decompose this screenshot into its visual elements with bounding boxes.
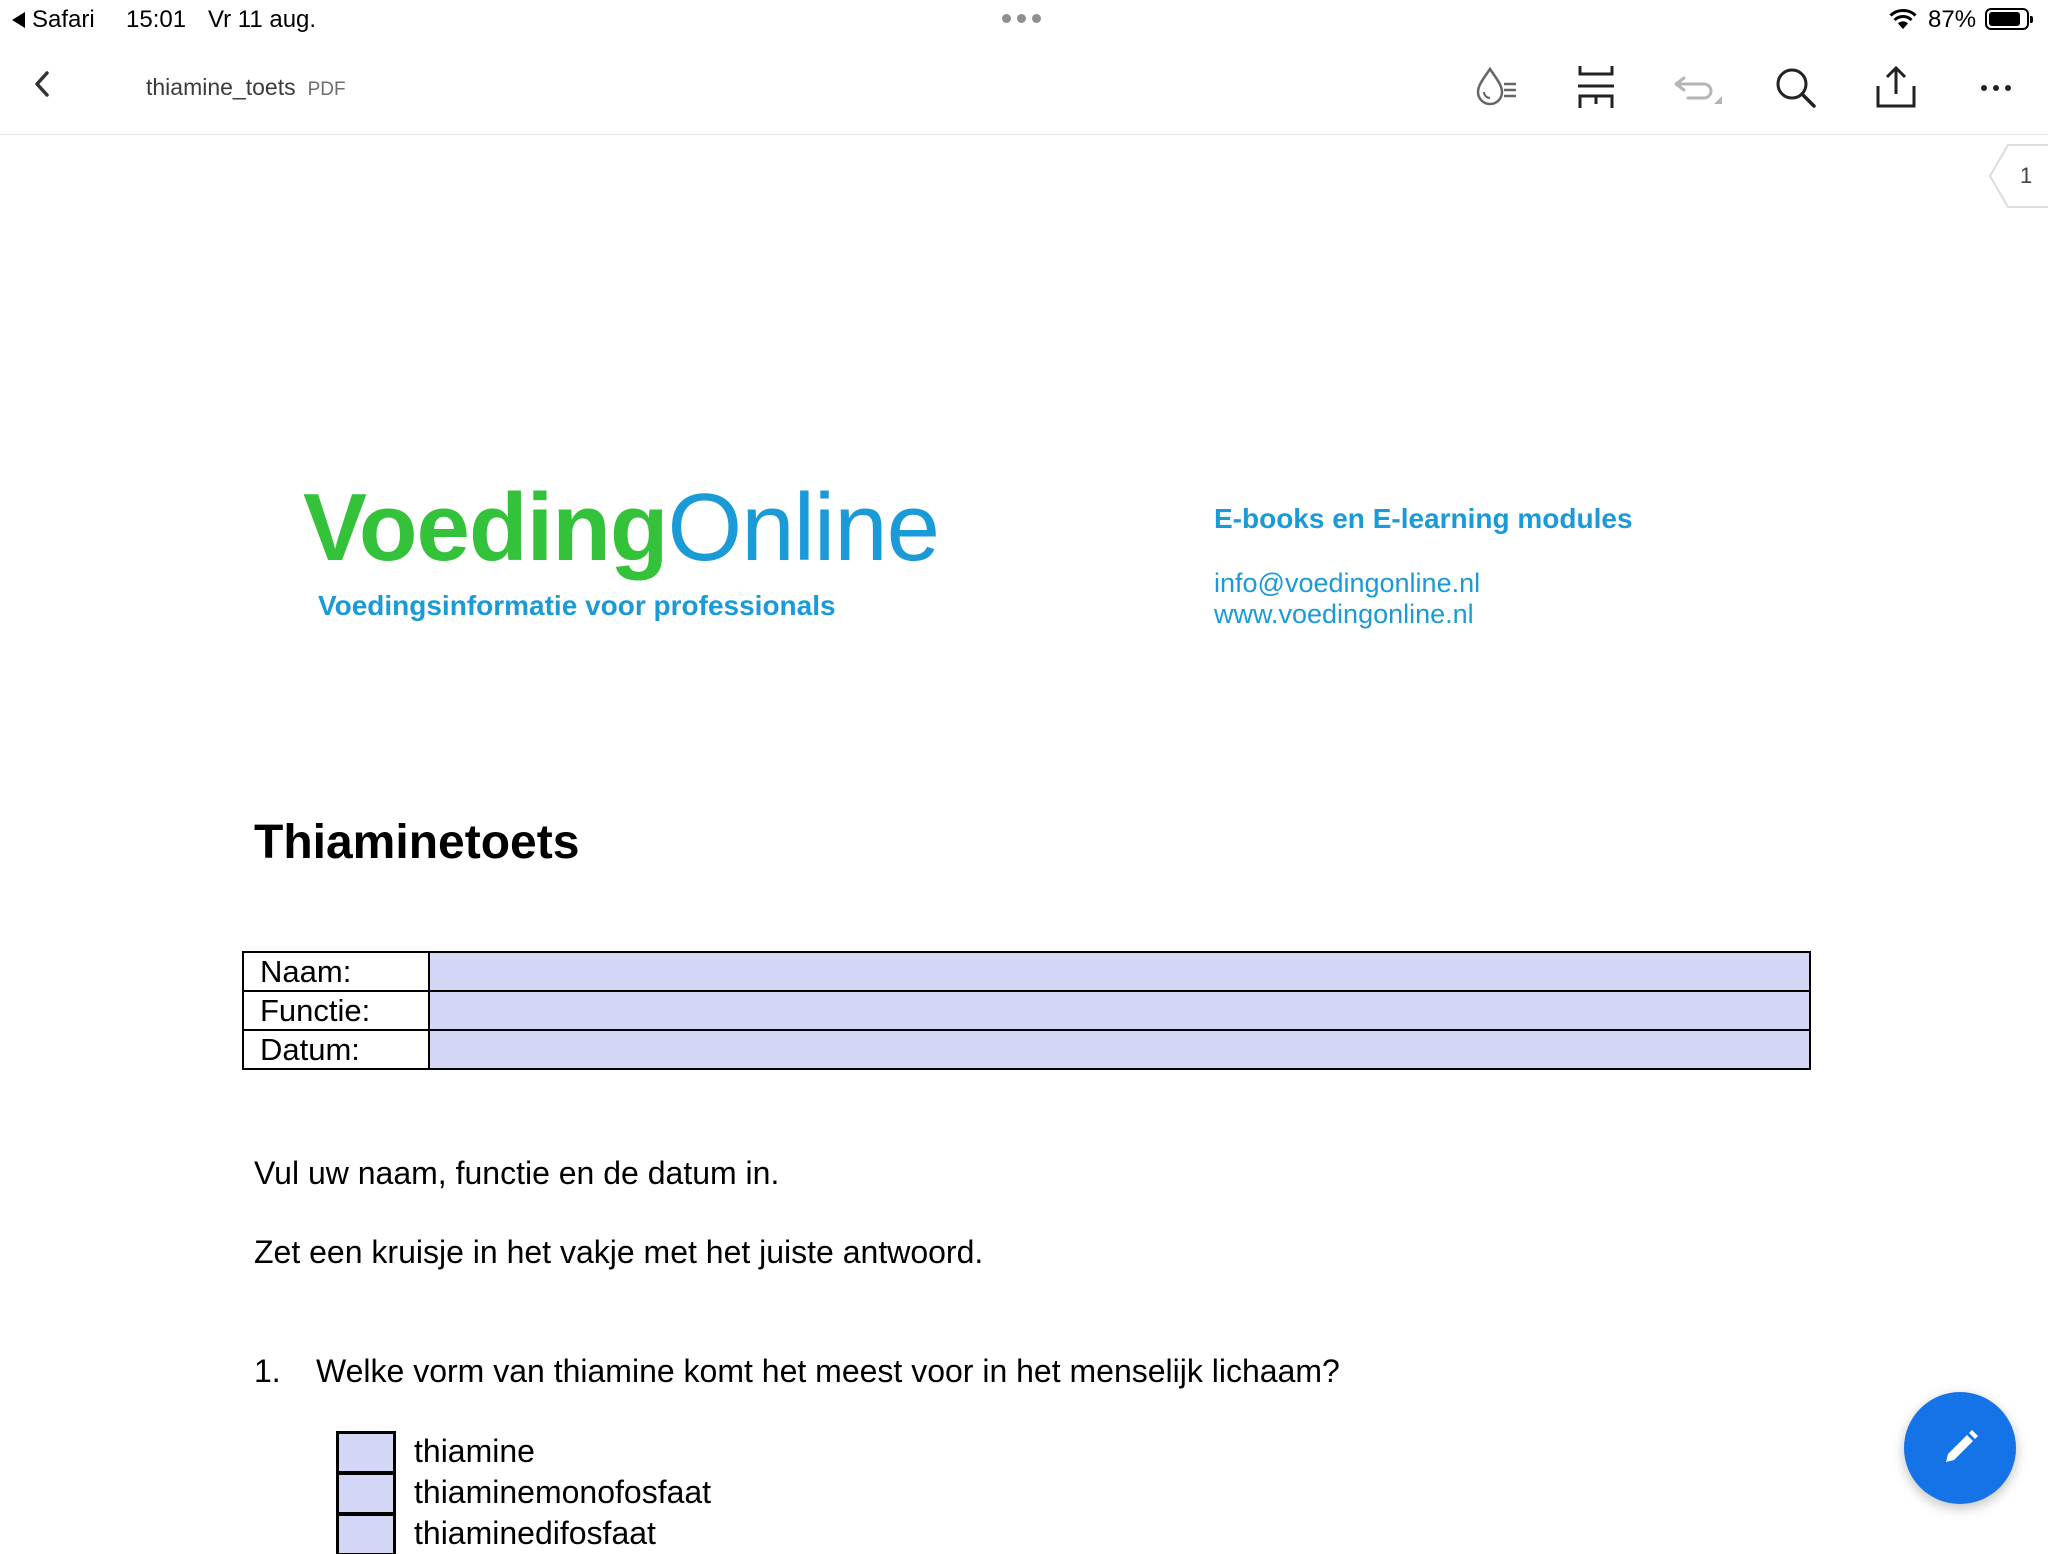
search-icon[interactable]: [1770, 62, 1822, 112]
datum-label: Datum:: [243, 1030, 429, 1069]
question-text: Welke vorm van thiamine komt het meest voor in het menselijk lichaam?: [316, 1353, 1340, 1389]
back-triangle-icon: [12, 12, 25, 28]
back-to-app-link[interactable]: [12, 6, 95, 34]
back-chevron-icon[interactable]: [28, 64, 58, 104]
multitasking-dots-icon[interactable]: [1002, 14, 1041, 23]
more-icon[interactable]: [1970, 62, 2022, 112]
answer-label: thiaminemonofosfaat: [414, 1474, 712, 1510]
instruction-fill-in: Vul uw naam, functie en de datum in.: [254, 1155, 780, 1191]
contact-heading: E-books en E-learning modules: [1214, 503, 1633, 534]
naam-label: Naam:: [243, 952, 429, 991]
wifi-icon: [1888, 8, 1918, 30]
personal-info-form: [242, 951, 1811, 1070]
form-row-datum: [243, 1030, 1810, 1069]
instruction-mark-answer: Zet een kruisje in het vakje met het juiste antwoord.: [254, 1234, 984, 1270]
page-number: 1: [2020, 163, 2033, 188]
logo-part-online: Online: [667, 474, 940, 581]
voedingonline-logo: [303, 474, 940, 581]
file-name: thiamine_toets: [146, 74, 296, 100]
contact-website-link[interactable]: www.voedingonline.nl: [1214, 599, 1474, 629]
status-bar: [0, 0, 2048, 40]
logo-tagline: Voedingsinformatie voor professionals: [318, 590, 836, 621]
document-toolbar: [0, 40, 2048, 135]
file-type: PDF: [307, 79, 346, 100]
answer-option: [336, 1431, 711, 1472]
logo-part-voeding: Voeding: [303, 474, 668, 581]
undo-icon[interactable]: [1670, 62, 1722, 112]
pdf-page: [0, 135, 2048, 1551]
back-app-label: Safari: [32, 6, 95, 33]
naam-input[interactable]: [429, 952, 1810, 991]
document-title: Thiaminetoets: [254, 816, 580, 869]
share-icon[interactable]: [1870, 62, 1922, 112]
page-layout-icon[interactable]: [1570, 62, 1622, 112]
answer-checkbox-thiamine[interactable]: [336, 1431, 396, 1472]
battery-percent: 87%: [1928, 6, 1977, 33]
answer-checkbox-thiaminemonofosfaat[interactable]: [336, 1472, 396, 1513]
functie-input[interactable]: [429, 991, 1810, 1030]
pencil-icon: [1940, 1428, 1980, 1468]
contact-email-link[interactable]: info@voedingonline.nl: [1214, 568, 1481, 598]
edit-pencil-button[interactable]: [1904, 1392, 2016, 1504]
form-row-naam: [243, 952, 1810, 991]
liquid-mode-icon[interactable]: [1470, 62, 1522, 112]
answer-checkbox-thiaminedifosfaat[interactable]: [336, 1513, 396, 1554]
answer-option: [336, 1472, 711, 1513]
answer-label: thiamine: [414, 1433, 535, 1469]
document-title-label: [146, 74, 346, 101]
answer-option: [336, 1513, 711, 1554]
form-row-functie: [243, 991, 1810, 1030]
battery-icon: [1985, 8, 2029, 30]
status-time: 15:01: [126, 6, 187, 33]
functie-label: Functie:: [243, 991, 429, 1030]
answer-label: thiaminedifosfaat: [414, 1515, 656, 1551]
status-date: Vr 11 aug.: [208, 6, 317, 33]
question-number: 1.: [254, 1353, 281, 1389]
datum-input[interactable]: [429, 1030, 1810, 1069]
question-1: [254, 1353, 1340, 1390]
